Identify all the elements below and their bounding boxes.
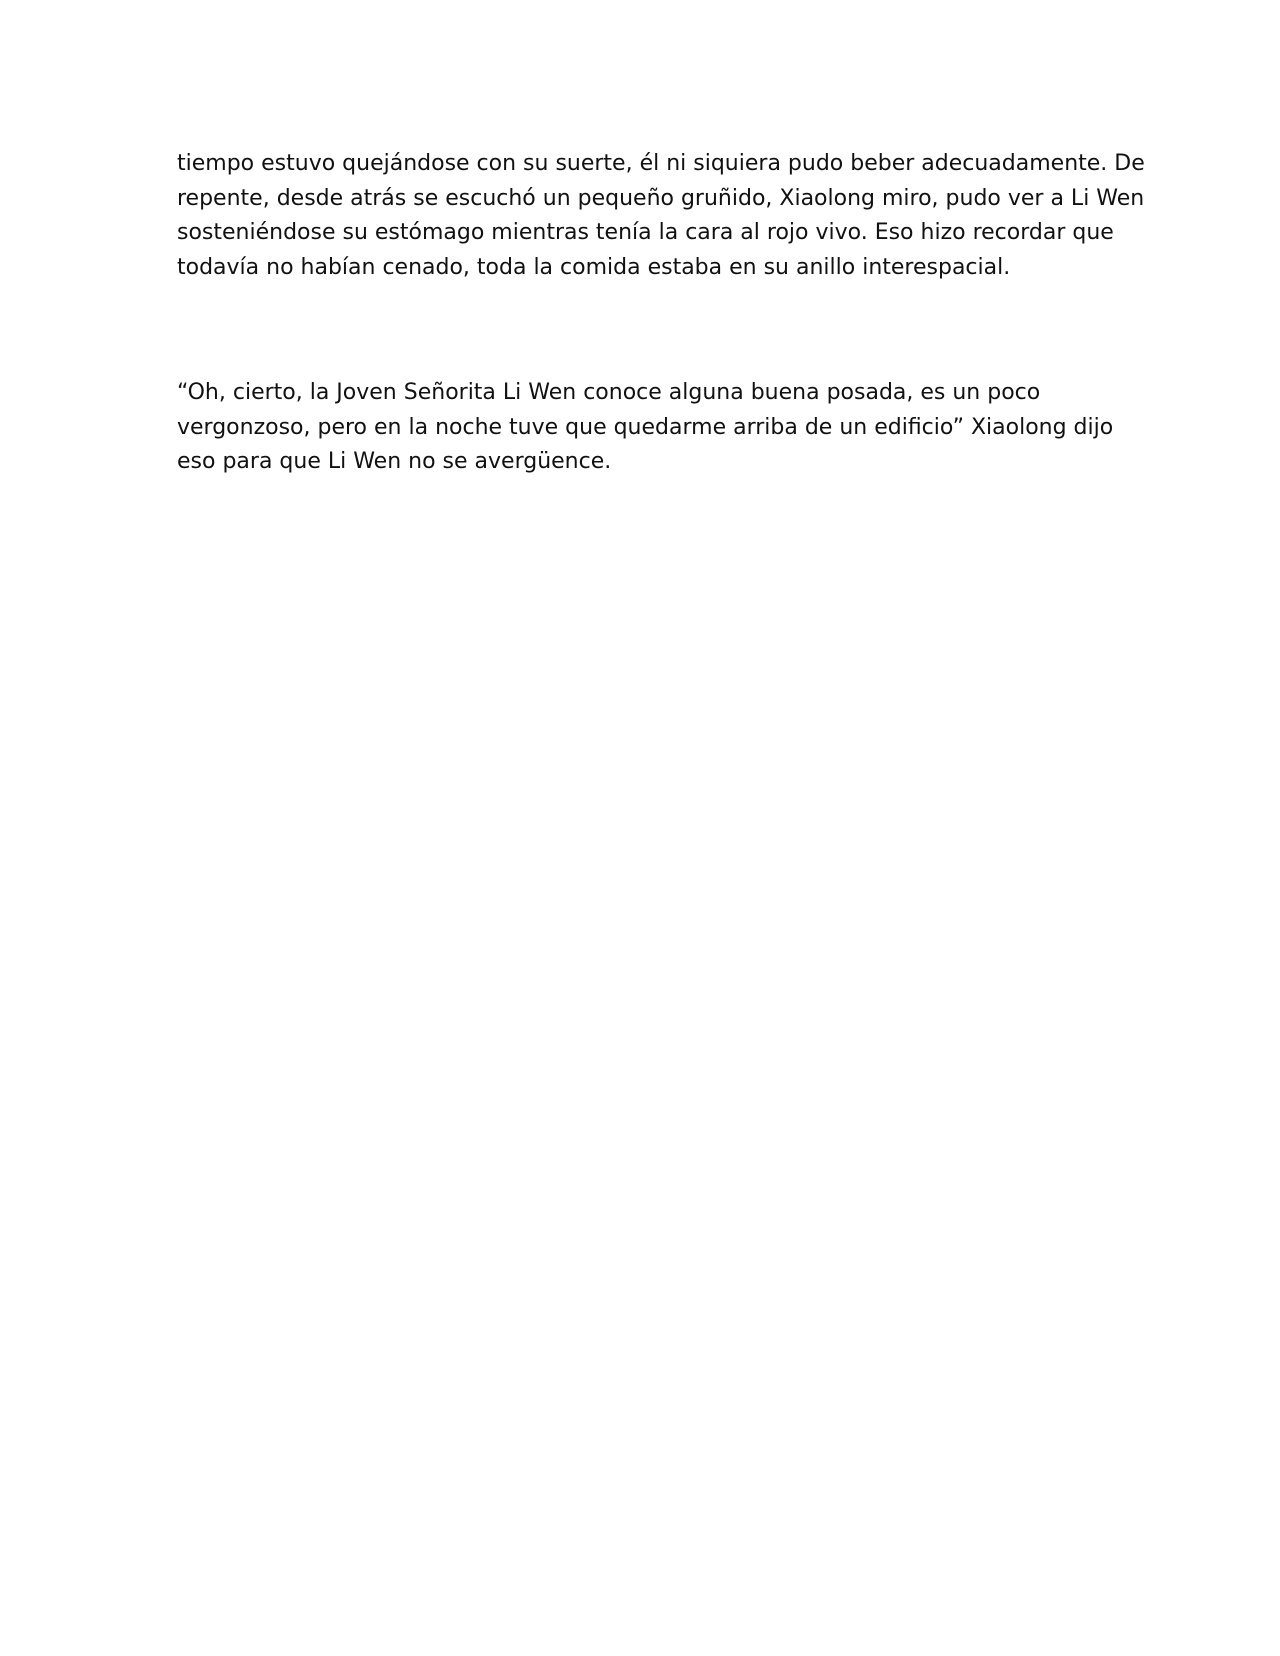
paragraph-line: repente, desde atrás se escuchó un pequeño gruñido, Xiaolong miro, pudo ver a Li Wen xyxy=(177,185,1145,211)
paragraph-line: tiempo estuvo quejándose con su suerte, él ni siquiera pudo beber adecuadamente. De xyxy=(177,151,1145,176)
paragraph-line: vergonzoso, pero en la noche tuve que quedarme arriba de un edificio” Xiaolong dijo xyxy=(177,414,1114,440)
paragraph-line: “Oh, cierto, la Joven Señorita Li Wen conoce alguna buena posada, es un poco xyxy=(177,380,1041,405)
paragraph-line: sosteniéndose su estómago mientras tenía la cara al rojo vivo. Eso hizo recordar que xyxy=(177,220,1114,245)
paragraph-2 xyxy=(177,376,1114,480)
paragraph-1 xyxy=(177,147,1145,285)
paragraph-line: todavía no habían cenado, toda la comida estaba en su anillo interespacial. xyxy=(177,254,1011,280)
paragraph-line: eso para que Li Wen no se avergüence. xyxy=(177,449,612,474)
